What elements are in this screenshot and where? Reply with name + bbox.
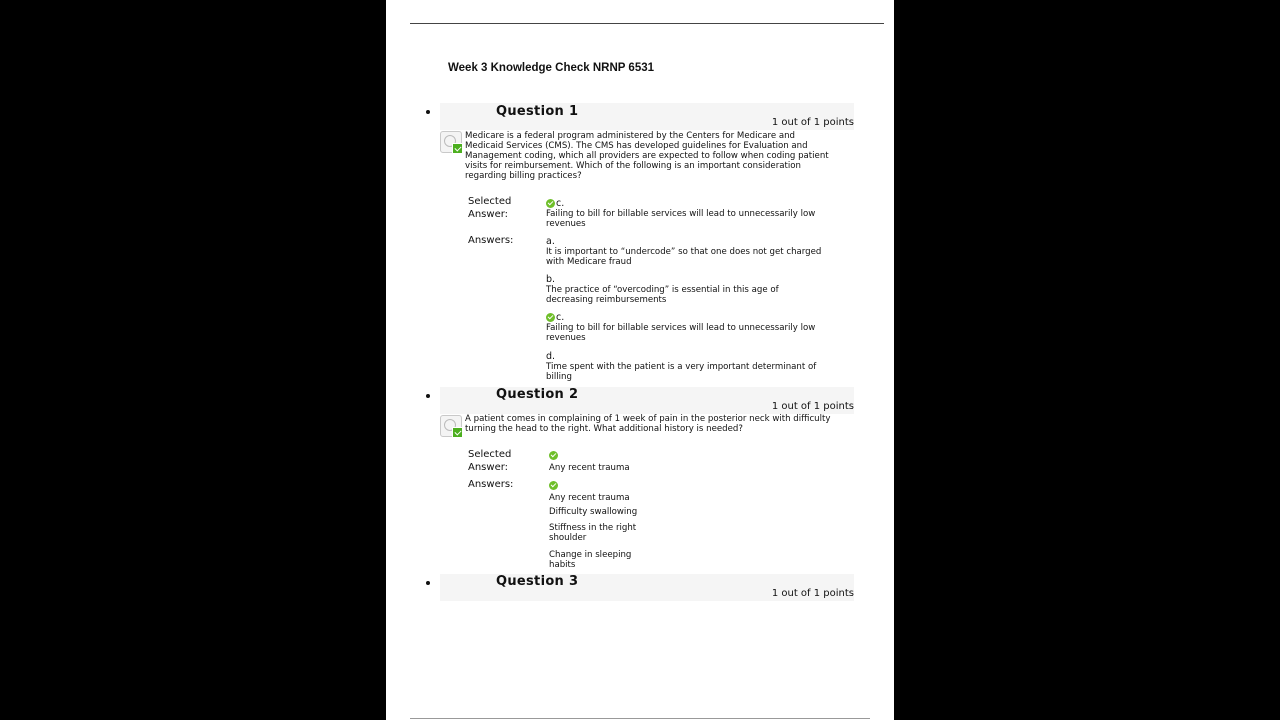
check-icon [549, 481, 558, 490]
question-title: Question 3 [496, 574, 579, 589]
check-icon [549, 451, 558, 460]
bullet-icon [426, 581, 430, 585]
question-header [440, 574, 854, 601]
answer-option-d: d. Time spent with the patient is a very important determinant of billing [546, 350, 817, 382]
bullet-icon [426, 110, 430, 114]
selected-answer: Any recent trauma [549, 450, 829, 473]
selected-answer-label: Selected Answer: [468, 449, 512, 473]
answer-option-3: Stiffness in the right shoulder [549, 523, 637, 543]
selected-answer-label: Selected Answer: [468, 196, 512, 220]
question-text: Medicare is a federal program administered by the Centers for Medicare and Medicaid Services (CMS). The CMS has developed guidelines for Evaluation and Management coding, which all providers are expected to follow when coding patient visits for reimbursement. Which of the following is an important consideration regarding billing practices? [465, 131, 829, 181]
selected-answer: c. Failing to bill for billable services will lead to unnecessarily low revenues [546, 197, 816, 229]
answers-label: Answers: [468, 235, 514, 246]
bullet-icon [426, 394, 430, 398]
document-page [386, 0, 894, 720]
question-points: 1 out of 1 points [771, 588, 854, 599]
answer-option-2: Difficulty swallowing [549, 507, 638, 517]
check-icon [546, 199, 555, 208]
answer-option-b: b. The practice of “overcoding” is essential in this age of decreasing reimbursements [546, 273, 779, 305]
question-1 [422, 103, 854, 388]
question-3 [422, 574, 854, 604]
question-2 [422, 387, 854, 572]
question-header [440, 103, 854, 130]
question-points: 1 out of 1 points [771, 401, 854, 412]
question-title: Question 2 [496, 387, 579, 402]
document-title: Week 3 Knowledge Check NRNP 6531 [448, 62, 655, 74]
question-text: A patient comes in complaining of 1 week of pain in the posterior neck with difficulty turning the head to the right. What additional history is needed? [465, 414, 831, 434]
answer-option-4: Change in sleeping habits [549, 550, 632, 570]
answer-option-1: Any recent trauma [549, 480, 649, 503]
answers-label: Answers: [468, 479, 514, 490]
question-title: Question 1 [496, 104, 579, 119]
header-rule [410, 23, 884, 24]
question-points: 1 out of 1 points [771, 117, 854, 128]
answer-option-a: a. It is important to “undercode” so that one does not get charged with Medicare fraud [546, 235, 822, 267]
answer-option-c: c. Failing to bill for billable services will lead to unnecessarily low revenues [546, 311, 816, 343]
footer-rule [410, 718, 870, 719]
question-header [440, 387, 854, 414]
correct-question-icon [440, 415, 462, 437]
check-icon [546, 313, 555, 322]
correct-question-icon [440, 131, 462, 153]
